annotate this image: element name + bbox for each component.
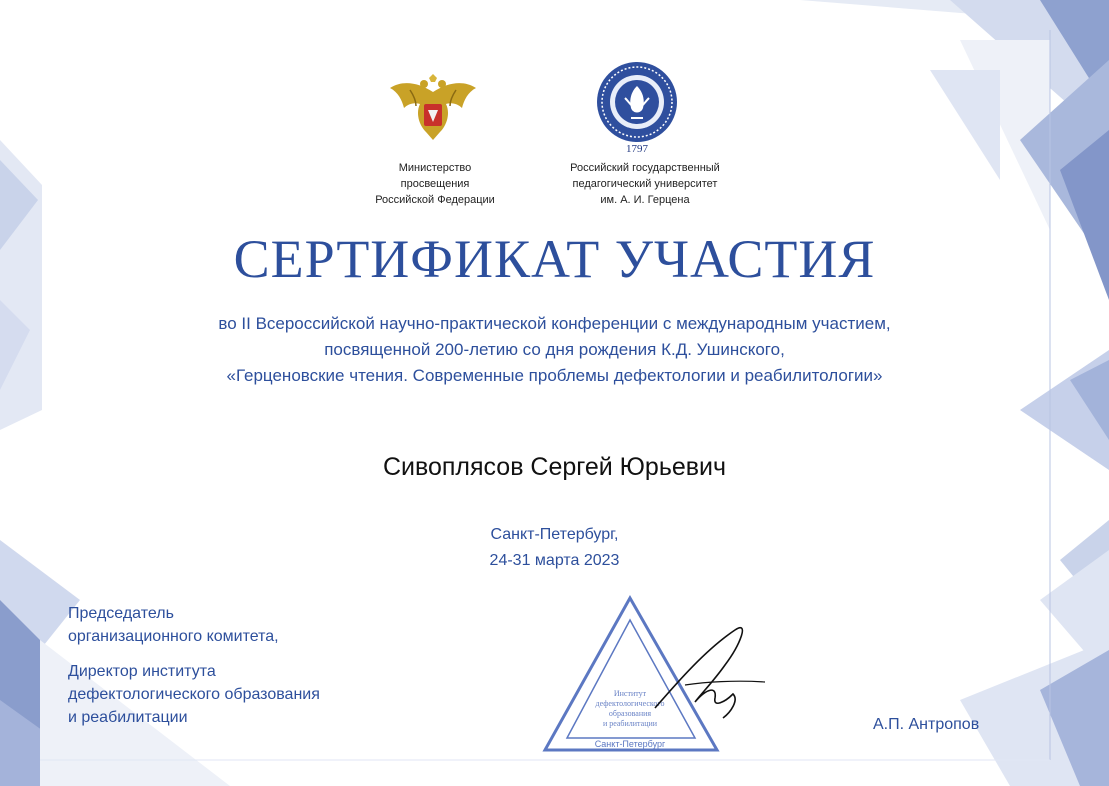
- university-label: Российский государственный педагогический университет им. А. И. Герцена: [570, 162, 720, 206]
- svg-text:и реабилитации: и реабилитации: [602, 719, 658, 728]
- participant-name: Сивоплясов Сергей Юрьевич: [382, 453, 727, 481]
- description-line: «Герценовские чтения. Современные проблемы дефектологии и реабилитологии»: [226, 366, 883, 385]
- university-seal-icon: [595, 60, 679, 144]
- svg-text:дефектологического: дефектологического: [595, 699, 665, 708]
- ministry-label: Министерство просвещения Российской Федерации: [375, 162, 495, 206]
- event-city: Санкт-Петербург,: [490, 526, 619, 543]
- event-dates: 24-31 марта 2023: [489, 552, 620, 569]
- svg-text:образования: образования: [608, 709, 652, 718]
- position-line: Председатель: [68, 605, 174, 622]
- handwritten-signature: [655, 628, 742, 718]
- position-line: организационного комитета,: [68, 628, 279, 645]
- triangular-stamp-icon: [535, 590, 775, 765]
- position-line: и реабилитации: [68, 709, 188, 726]
- svg-text:Санкт-Петербург: Санкт-Петербург: [594, 739, 666, 749]
- description-line: во II Всероссийской научно-практической конференции с международным участием,: [218, 314, 891, 333]
- signer-position: [68, 602, 408, 729]
- position-line: дефектологического образования: [68, 686, 320, 703]
- svg-text:Институт: Институт: [613, 689, 647, 698]
- event-location: [0, 522, 1109, 574]
- position-line: Директор института: [68, 663, 216, 680]
- description-line: посвященной 200-летию со дня рождения К.Д. Ушинского,: [324, 340, 785, 359]
- certificate-title: СЕРТИФИКАТ УЧАСТИЯ: [233, 229, 876, 289]
- signer-name: А.П. Антропов: [873, 716, 980, 733]
- university-founding-year: 1797: [626, 143, 648, 155]
- double-headed-eagle-icon: [388, 74, 478, 146]
- conference-description: [0, 311, 1109, 389]
